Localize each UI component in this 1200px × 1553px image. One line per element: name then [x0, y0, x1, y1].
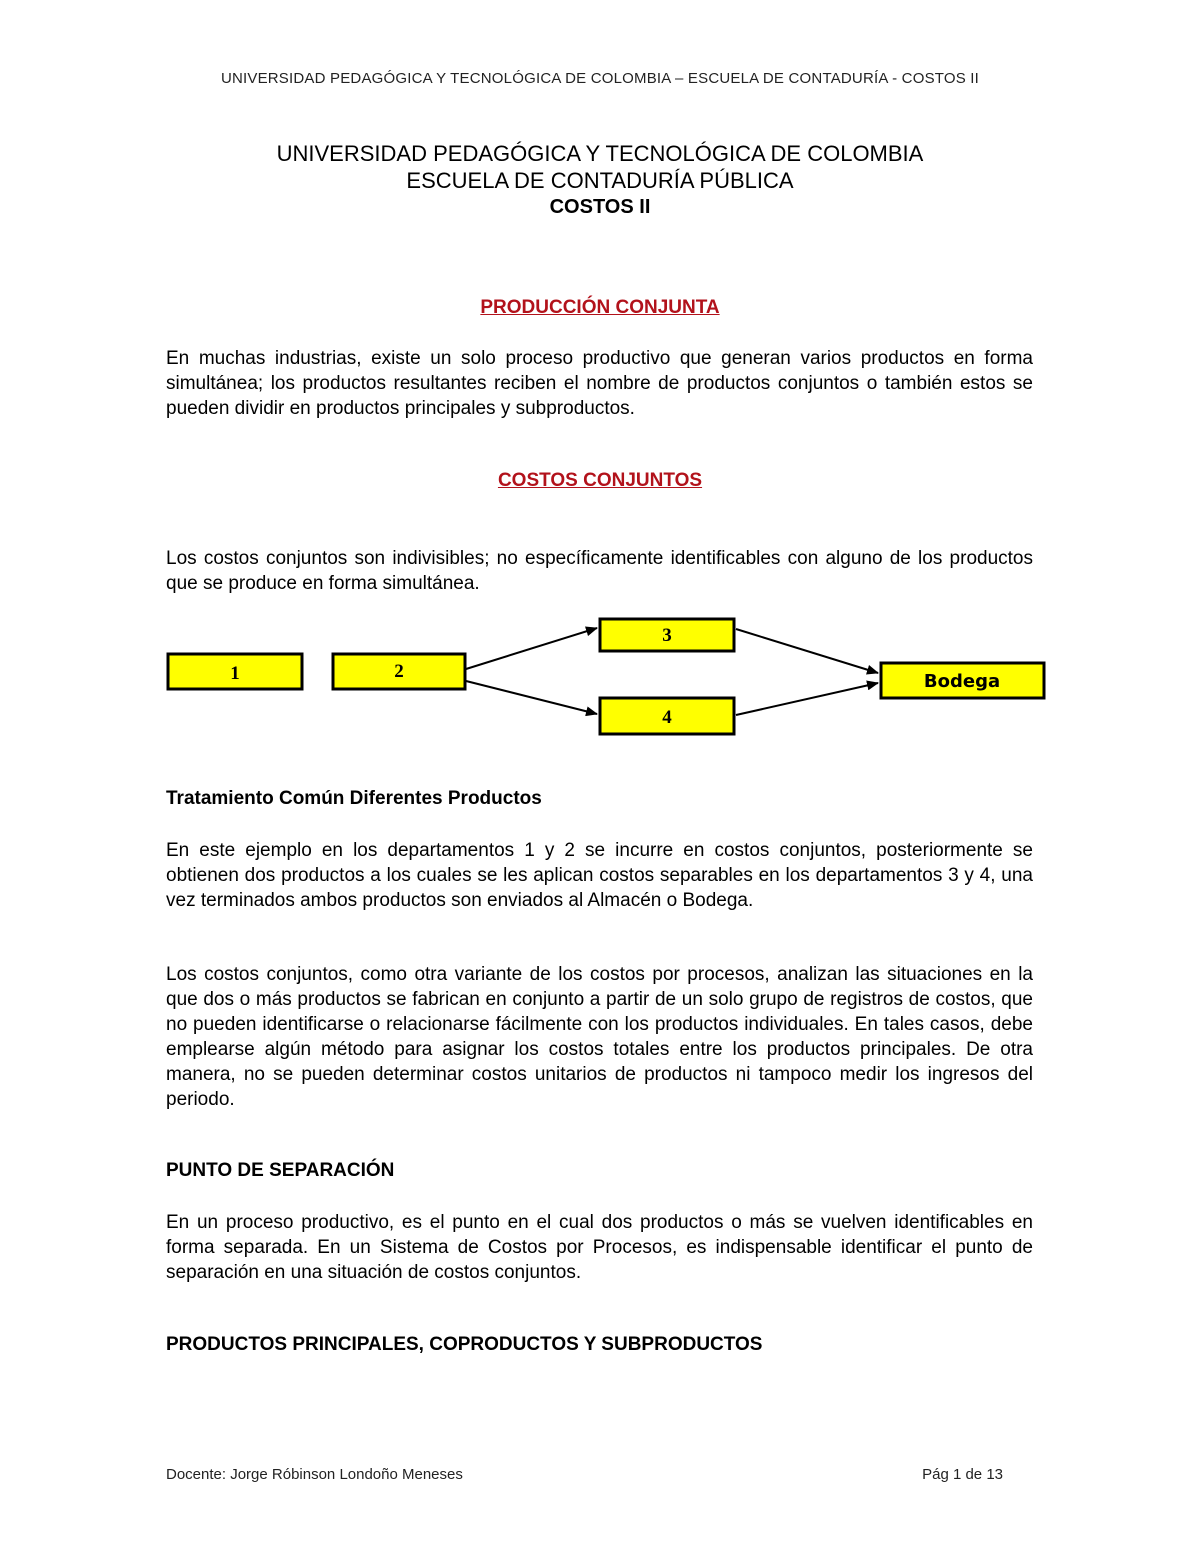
running-header: UNIVERSIDAD PEDAGÓGICA Y TECNOLÓGICA DE COLOMBIA – ESCUELA DE CONTADURÍA - COSTOS II — [220, 70, 980, 87]
dept-2-label: 2 — [394, 661, 404, 682]
dept-1-label: 1 — [230, 663, 240, 684]
university-title: UNIVERSIDAD PEDAGÓGICA Y TECNOLÓGICA DE COLOMBIA — [276, 141, 924, 166]
heading-punto-separacion: PUNTO DE SEPARACIÓN — [166, 1160, 395, 1181]
dept-1-box — [168, 654, 302, 689]
para-tratamiento-1: En este ejemplo en los departamentos 1 y 2 se incurre en costos conjuntos, posteriormente se obtienen dos productos a los cuales se les aplican costos separables en los departamentos 3 y 4, una vez terminados ambos productos son enviados al Almacén o Bodega. — [166, 840, 1033, 911]
title-block — [0, 140, 1200, 221]
dept-2-box — [333, 654, 465, 689]
heading-tratamiento: Tratamiento Común Diferentes Productos — [166, 788, 542, 809]
para-costos-conjuntos: Los costos conjuntos son indivisibles; no específicamente identificables con alguno de los productos que se produce en forma simultánea. — [166, 548, 1033, 594]
para-produccion-conjunta: En muchas industrias, existe un solo proceso productivo que generan varios productos en forma simultánea; los productos resultantes reciben el nombre de productos conjuntos o también estos se pueden dividir en productos principales y subproductos. — [166, 348, 1033, 419]
heading-costos-conjuntos: COSTOS CONJUNTOS — [497, 470, 703, 491]
heading-produccion-conjunta: PRODUCCIÓN CONJUNTA — [480, 297, 720, 318]
arrow-3-to-bodega — [736, 629, 878, 673]
dept-4-box — [600, 698, 734, 734]
arrow-2-to-4 — [466, 681, 597, 714]
bodega-box — [881, 663, 1044, 698]
bodega-label: Bodega — [923, 671, 1001, 692]
para-tratamiento-2: Los costos conjuntos, como otra variante de los costos por procesos, analizan las situaciones en la que dos o más productos se fabrican en conjunto a partir de un solo grupo de registros de costos, que no pueden identificarse o relacionarse fácilmente con los productos individuales. En tales casos, debe emplearse algún método para asignar los costos totales entre los productos principales. De otra manera, no se pueden determinar costos unitarios de productos ni tampoco medir los ingresos del periodo. — [166, 964, 1033, 1110]
process-flow-diagram — [160, 608, 1060, 748]
para-punto-separacion: En un proceso productivo, es el punto en el cual dos productos o más se vuelven identificables en forma separada. En un Sistema de Costos por Procesos, es indispensable identificar el punto de separación en una situación de costos conjuntos. — [166, 1212, 1033, 1283]
dept-3-label: 3 — [662, 625, 672, 646]
school-title: ESCUELA DE CONTADURÍA PÚBLICA — [406, 168, 794, 193]
dept-3-box — [600, 619, 734, 651]
heading-productos: PRODUCTOS PRINCIPALES, COPRODUCTOS Y SUBPRODUCTOS — [166, 1334, 763, 1355]
arrow-2-to-3 — [466, 628, 597, 669]
footer-page-number: Pág 1 de 13 — [922, 1466, 1003, 1483]
arrow-4-to-bodega — [736, 683, 878, 715]
dept-4-label: 4 — [662, 707, 672, 728]
footer-author: Docente: Jorge Róbinson Londoño Meneses — [166, 1466, 463, 1483]
course-title: COSTOS II — [549, 196, 651, 218]
